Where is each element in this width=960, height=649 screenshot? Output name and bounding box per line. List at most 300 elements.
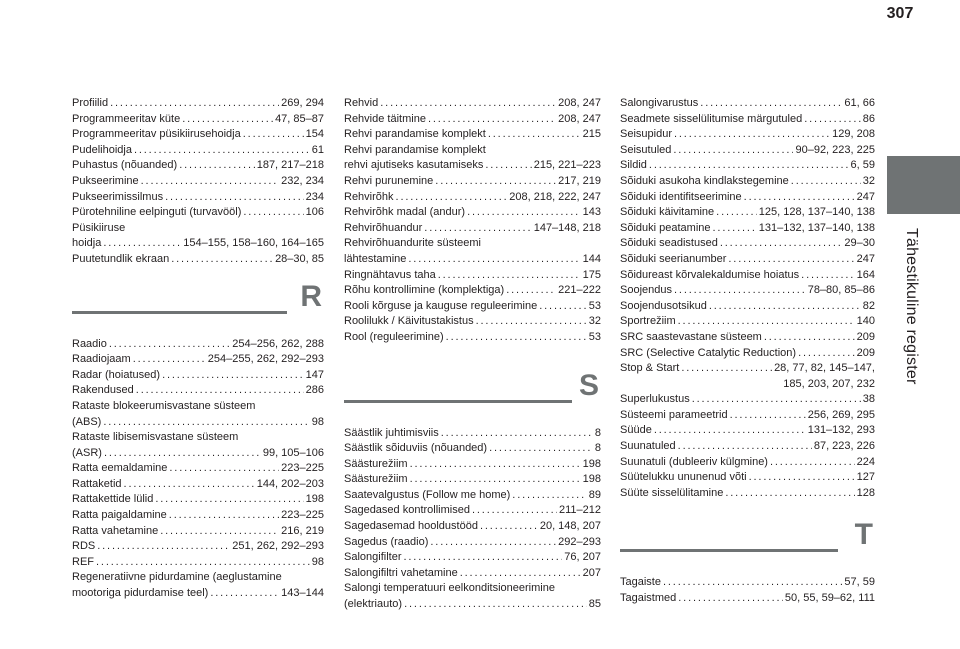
index-pages: 128 (856, 486, 875, 499)
index-pages: 256, 269, 295 (807, 408, 875, 421)
index-pages: 47, 85–87 (275, 112, 324, 125)
section-letter-r: R (300, 279, 322, 313)
index-entry (620, 346, 875, 362)
index-term: hoidja (72, 237, 102, 250)
index-term: Pukseerimine (72, 174, 139, 187)
index-term: Profiilid (72, 97, 109, 109)
index-entry (620, 127, 875, 143)
index-term: Sagedus (raadio) (344, 535, 429, 548)
index-entry (620, 486, 875, 502)
index-entry (72, 446, 324, 462)
index-pages: 8 (594, 442, 601, 455)
index-entry (72, 539, 324, 555)
index-entry (620, 377, 875, 393)
index-pages: 209 (856, 330, 875, 343)
dot-leader (749, 470, 855, 486)
index-entry (620, 455, 875, 471)
index-pages: 90–92, 223, 225 (795, 143, 875, 156)
index-term: Rehvirõhuandur (344, 221, 423, 234)
dot-leader (725, 486, 854, 502)
index-term: Ratta vahetamine (72, 524, 159, 537)
index-entry (72, 586, 324, 602)
index-term: lähtestamine (344, 252, 407, 265)
index-term: Regeneratiivne pidurdamine (aeglustamine (72, 571, 282, 584)
index-column-1 (72, 96, 324, 602)
index-entry (344, 112, 601, 128)
index-term: Sõiduki peatamine (620, 221, 711, 234)
index-entry (620, 221, 875, 237)
index-entry (344, 426, 601, 442)
dot-leader (124, 477, 255, 493)
index-pages: 198 (305, 493, 324, 506)
chapter-side-label: Tähestikuline register (903, 228, 920, 385)
index-term: Püsikiiruse (72, 221, 126, 234)
index-term: Tagaistmed (620, 592, 677, 605)
index-pages: 78–80, 85–86 (807, 284, 875, 297)
index-entry (344, 283, 601, 299)
dot-leader (165, 190, 304, 206)
index-pages: 269, 294 (281, 97, 324, 109)
index-pages: 53 (588, 330, 601, 343)
index-term: Rehvi purunemine (344, 174, 434, 187)
dot-leader (476, 314, 587, 330)
index-entry (344, 299, 601, 315)
index-pages: 144 (582, 252, 601, 265)
dot-leader (162, 368, 304, 384)
index-pages: 8 (594, 426, 601, 439)
index-pages: 286 (305, 384, 324, 397)
index-term: Raadiojaam (72, 353, 131, 366)
index-pages: 61 (311, 143, 324, 156)
index-entry (620, 439, 875, 455)
index-entry (620, 361, 875, 377)
index-entry (344, 268, 601, 284)
index-pages: 187, 217–218 (256, 159, 324, 172)
dot-leader (109, 337, 230, 353)
index-entry (620, 314, 875, 330)
index-entry (72, 399, 324, 415)
index-pages: 86 (862, 112, 875, 125)
index-entry (344, 314, 601, 330)
dot-leader (96, 555, 310, 571)
index-pages: 125, 128, 137–140, 138 (758, 206, 875, 219)
index-entry (72, 252, 324, 268)
index-entry (344, 472, 601, 488)
index-pages: 38 (862, 393, 875, 406)
index-entry (72, 236, 324, 252)
index-pages: 221–222 (558, 284, 601, 297)
index-term: Roolilukk / Käivitustakistus (344, 315, 474, 328)
index-entry (620, 392, 875, 408)
dot-leader (764, 330, 855, 346)
index-term: Rehvi parandamise komplekt (344, 128, 486, 141)
index-term: rehvi ajutiseks kasutamiseks (344, 159, 484, 172)
index-entry (72, 158, 324, 174)
index-entry (344, 143, 601, 159)
index-pages: 143–144 (281, 587, 324, 600)
index-term: Rool (reguleerimine) (344, 330, 444, 343)
index-term: Salongivarustus (620, 97, 699, 109)
index-term: RDS (72, 540, 96, 553)
dot-leader (472, 503, 557, 519)
index-entry (72, 415, 324, 431)
index-entry (620, 591, 875, 607)
index-pages: 106 (305, 206, 324, 219)
index-term: Soojendusotsikud (620, 299, 707, 312)
dot-leader (441, 426, 593, 442)
index-entry (620, 96, 875, 112)
index-entry (72, 221, 324, 237)
dot-leader (801, 268, 854, 284)
index-pages: 154 (305, 128, 324, 141)
index-term: Seisutuled (620, 143, 672, 156)
index-pages: 50, 55, 59–62, 111 (784, 592, 875, 605)
index-term: Rehvide täitmine (344, 112, 426, 125)
index-entry (72, 96, 324, 112)
index-term: Ratta paigaldamine (72, 509, 167, 522)
index-term: Salongifiltri vahetamine (344, 566, 458, 579)
index-term: Säästlik juhtimisviis (344, 426, 439, 439)
dot-leader (103, 415, 309, 431)
index-term: Rataste libisemisvastane süsteem (72, 431, 239, 444)
index-entry (72, 461, 324, 477)
dot-leader (539, 299, 587, 315)
index-entry (344, 581, 601, 597)
index-entry (72, 555, 324, 571)
index-entry (344, 174, 601, 190)
dot-leader (678, 314, 855, 330)
index-entry (620, 158, 875, 174)
index-term: Salongifilter (344, 551, 402, 564)
dot-leader (467, 205, 581, 221)
chapter-tab-marker (887, 156, 960, 214)
dot-leader (97, 539, 230, 555)
dot-leader (791, 174, 861, 190)
dot-leader (430, 535, 556, 551)
index-pages: 208, 218, 222, 247 (509, 190, 601, 203)
index-term: Sõiduki asukoha kindlakstegemine (620, 174, 789, 187)
index-entry (72, 508, 324, 524)
index-term: Puutetundlik ekraan (72, 252, 170, 265)
dot-leader (160, 524, 279, 540)
index-column-2 (344, 96, 601, 613)
index-pages: 198 (582, 457, 601, 470)
index-term: Seadmete sisselülitumise märgutuled (620, 112, 803, 125)
index-entry (72, 477, 324, 493)
dot-leader (663, 575, 842, 591)
index-term: Sagedasemad hooldustööd (344, 520, 478, 533)
index-entry (620, 330, 875, 346)
index-term: Tagaiste (620, 576, 661, 589)
index-term: Ratta eemaldamine (72, 462, 168, 475)
index-entry (72, 524, 324, 540)
dot-leader (408, 252, 580, 268)
index-pages: 211–212 (558, 504, 601, 517)
index-pages: 87, 223, 226 (813, 440, 875, 453)
index-entry (344, 597, 601, 613)
index-term: (elektriauto) (344, 598, 403, 611)
section-header-r (72, 279, 324, 337)
index-term: mootoriga pidurdamise teel) (72, 587, 209, 600)
index-group-s-cont (620, 96, 875, 501)
index-term: Süüde (620, 424, 652, 437)
index-term: Süüte sisselülitamine (620, 486, 724, 499)
index-pages: 217, 219 (558, 174, 601, 187)
index-pages: 57, 59 (844, 576, 875, 589)
dot-leader (243, 127, 304, 143)
index-term: Pürotehniline eelpinguti (turvavööl) (72, 206, 242, 219)
index-entry (344, 96, 601, 112)
dot-leader (485, 158, 531, 174)
dot-leader (169, 461, 279, 477)
index-entry (72, 368, 324, 384)
index-entry (344, 503, 601, 519)
dot-leader (460, 566, 581, 582)
index-term: Säästurežiim (344, 457, 408, 470)
dot-leader (210, 586, 279, 602)
index-pages: 251, 262, 292–293 (232, 540, 324, 553)
index-pages: 20, 148, 207 (539, 520, 601, 533)
dot-leader (649, 158, 849, 174)
index-entry (344, 441, 601, 457)
index-term: Pukseerimissilmus (72, 190, 164, 203)
index-pages: 254–255, 262, 292–293 (207, 353, 324, 366)
index-term: Rattakettide lülid (72, 493, 154, 506)
section-letter-s: S (578, 368, 599, 402)
index-pages: 209 (856, 346, 875, 359)
index-pages: 234 (305, 190, 324, 203)
index-pages: 6, 59 (850, 159, 875, 172)
dot-leader (678, 591, 783, 607)
index-term: Salongi temperatuuri eelkonditsioneerimine (344, 582, 555, 595)
dot-leader (410, 472, 581, 488)
section-letter-t: T (854, 518, 873, 552)
dot-leader (182, 112, 273, 128)
index-term: Süütelukku ununenud võti (620, 471, 747, 484)
index-pages: 208, 247 (558, 97, 601, 109)
dot-leader (136, 383, 304, 399)
index-entry (72, 174, 324, 190)
index-term: Sõiduki identifitseerimine (620, 190, 742, 203)
index-term: Rehvid (344, 97, 379, 109)
index-pages: 85 (588, 598, 601, 611)
index-pages: 143 (582, 206, 601, 219)
index-pages: 232, 234 (281, 174, 324, 187)
index-term: Rataste blokeerumisvastane süsteem (72, 399, 256, 412)
index-term: Radar (hoiatused) (72, 368, 161, 381)
index-pages: 129, 208 (832, 128, 875, 141)
section-rule (620, 549, 838, 552)
index-pages: 82 (862, 299, 875, 312)
index-entry (620, 299, 875, 315)
dot-leader (678, 439, 812, 455)
dot-leader (424, 221, 531, 237)
index-pages: 208, 247 (558, 112, 601, 125)
dot-leader (155, 492, 303, 508)
index-entry (344, 158, 601, 174)
index-term: Seisupidur (620, 128, 672, 141)
index-pages: 247 (856, 190, 875, 203)
index-group-s (344, 426, 601, 613)
dot-leader (404, 597, 587, 613)
index-pages: 207 (582, 566, 601, 579)
index-term: Rehvi parandamise komplekt (344, 143, 486, 156)
index-entry (344, 330, 601, 346)
dot-leader (179, 158, 255, 174)
index-term: Süsteemi parameetrid (620, 408, 728, 421)
dot-leader (103, 236, 181, 252)
index-term: Sagedased kontrollimised (344, 504, 470, 517)
index-pages: 215 (582, 128, 601, 141)
page-number: 307 (886, 5, 914, 22)
index-term: Suunatuli (dubleeriv külgmine) (620, 455, 768, 468)
index-term: Ringnähtavus taha (344, 268, 436, 281)
index-entry (620, 112, 875, 128)
dot-leader (512, 488, 586, 504)
index-entry (344, 127, 601, 143)
index-entry (620, 252, 875, 268)
dot-leader (134, 143, 310, 159)
index-entry (620, 470, 875, 486)
section-header-t (620, 518, 875, 575)
index-term: (ABS) (72, 415, 102, 428)
index-entry (344, 566, 601, 582)
dot-leader (171, 252, 273, 268)
index-pages: 53 (588, 299, 601, 312)
index-term: Sildid (620, 159, 647, 172)
dot-leader (141, 174, 280, 190)
index-term: Sõidureast kõrvalekaldumise hoiatus (620, 268, 800, 281)
index-pages: 131–132, 293 (807, 424, 875, 437)
index-group-p-end (72, 96, 324, 268)
index-pages: 185, 203, 207, 232 (783, 377, 875, 390)
index-pages: 215, 221–223 (533, 159, 601, 172)
index-term: Stop & Start (620, 362, 680, 375)
index-group-r (72, 337, 324, 602)
section-rule (344, 400, 572, 403)
index-column-3 (620, 96, 875, 607)
index-pages: 29–30 (844, 237, 875, 250)
dot-leader (396, 190, 508, 206)
index-pages: 76, 207 (564, 551, 601, 564)
index-term: Säästurežiim (344, 473, 408, 486)
dot-leader (488, 127, 581, 143)
dot-leader (673, 143, 793, 159)
dot-leader (700, 96, 842, 112)
index-entry (344, 488, 601, 504)
dot-leader (744, 190, 855, 206)
dot-leader (730, 408, 806, 424)
index-pages: 147 (305, 368, 324, 381)
dot-leader (438, 268, 581, 284)
index-pages: 131–132, 137–140, 138 (758, 221, 875, 234)
index-pages: 28–30, 85 (275, 252, 324, 265)
index-entry (72, 337, 324, 353)
index-entry (72, 127, 324, 143)
index-term: Rõhu kontrollimine (komplektiga) (344, 284, 505, 297)
index-pages: 216, 219 (281, 524, 324, 537)
index-pages: 98 (311, 415, 324, 428)
index-entry (620, 236, 875, 252)
index-group-t (620, 575, 875, 606)
index-pages: 164 (856, 268, 875, 281)
dot-leader (110, 96, 279, 112)
index-pages: 140 (856, 315, 875, 328)
index-pages: 99, 105–106 (262, 446, 324, 459)
index-pages: 127 (856, 471, 875, 484)
dot-leader (169, 508, 279, 524)
index-term: Soojendus (620, 284, 672, 297)
index-entry (344, 535, 601, 551)
index-entry (620, 283, 875, 299)
index-pages: 28, 77, 82, 145–147, (774, 362, 875, 375)
index-entry (344, 519, 601, 535)
index-term: Rakendused (72, 384, 134, 397)
index-term: Pudelihoidja (72, 143, 132, 156)
dot-leader (133, 352, 206, 368)
dot-leader (709, 299, 861, 315)
index-term: (ASR) (72, 446, 102, 459)
index-term: Superlukustus (620, 393, 690, 406)
dot-leader (674, 127, 830, 143)
index-entry (344, 457, 601, 473)
index-pages: 254–256, 262, 288 (232, 337, 324, 350)
index-term: Rehvirõhuandurite süsteemi (344, 237, 481, 250)
dot-leader (104, 446, 261, 462)
index-pages: 247 (856, 252, 875, 265)
index-pages: 292–293 (558, 535, 601, 548)
index-entry (72, 492, 324, 508)
dot-leader (798, 346, 855, 362)
index-entry (72, 570, 324, 586)
index-term: Saatevalgustus (Follow me home) (344, 488, 511, 501)
dot-leader (713, 221, 757, 237)
index-term: Programmeeritav küte (72, 112, 181, 125)
dot-leader (804, 112, 861, 128)
index-entry (344, 221, 601, 237)
dot-leader (681, 361, 772, 377)
index-entry (72, 430, 324, 446)
index-entry (620, 143, 875, 159)
index-entry (344, 190, 601, 206)
dot-leader (716, 205, 757, 221)
index-entry (620, 268, 875, 284)
index-entry (72, 205, 324, 221)
index-pages: 32 (588, 315, 601, 328)
index-pages: 175 (582, 268, 601, 281)
index-term: Puhastus (nõuanded) (72, 159, 178, 172)
dot-leader (770, 455, 855, 471)
index-term: REF (72, 555, 94, 568)
dot-leader (654, 423, 806, 439)
index-pages: 147–148, 218 (533, 221, 601, 234)
index-entry (344, 205, 601, 221)
dot-leader (692, 392, 861, 408)
dot-leader (728, 252, 854, 268)
index-term: Sportrežiim (620, 315, 676, 328)
dot-leader (480, 519, 538, 535)
index-pages: 61, 66 (844, 97, 875, 109)
section-rule (72, 311, 287, 314)
dot-leader (720, 236, 843, 252)
index-entry (620, 205, 875, 221)
dot-leader (403, 550, 562, 566)
index-entry (620, 575, 875, 591)
index-term: SRC (Selective Catalytic Reduction) (620, 346, 797, 359)
index-entry (72, 143, 324, 159)
index-pages: 223–225 (281, 462, 324, 475)
index-term: Sõiduki seerianumber (620, 252, 727, 265)
